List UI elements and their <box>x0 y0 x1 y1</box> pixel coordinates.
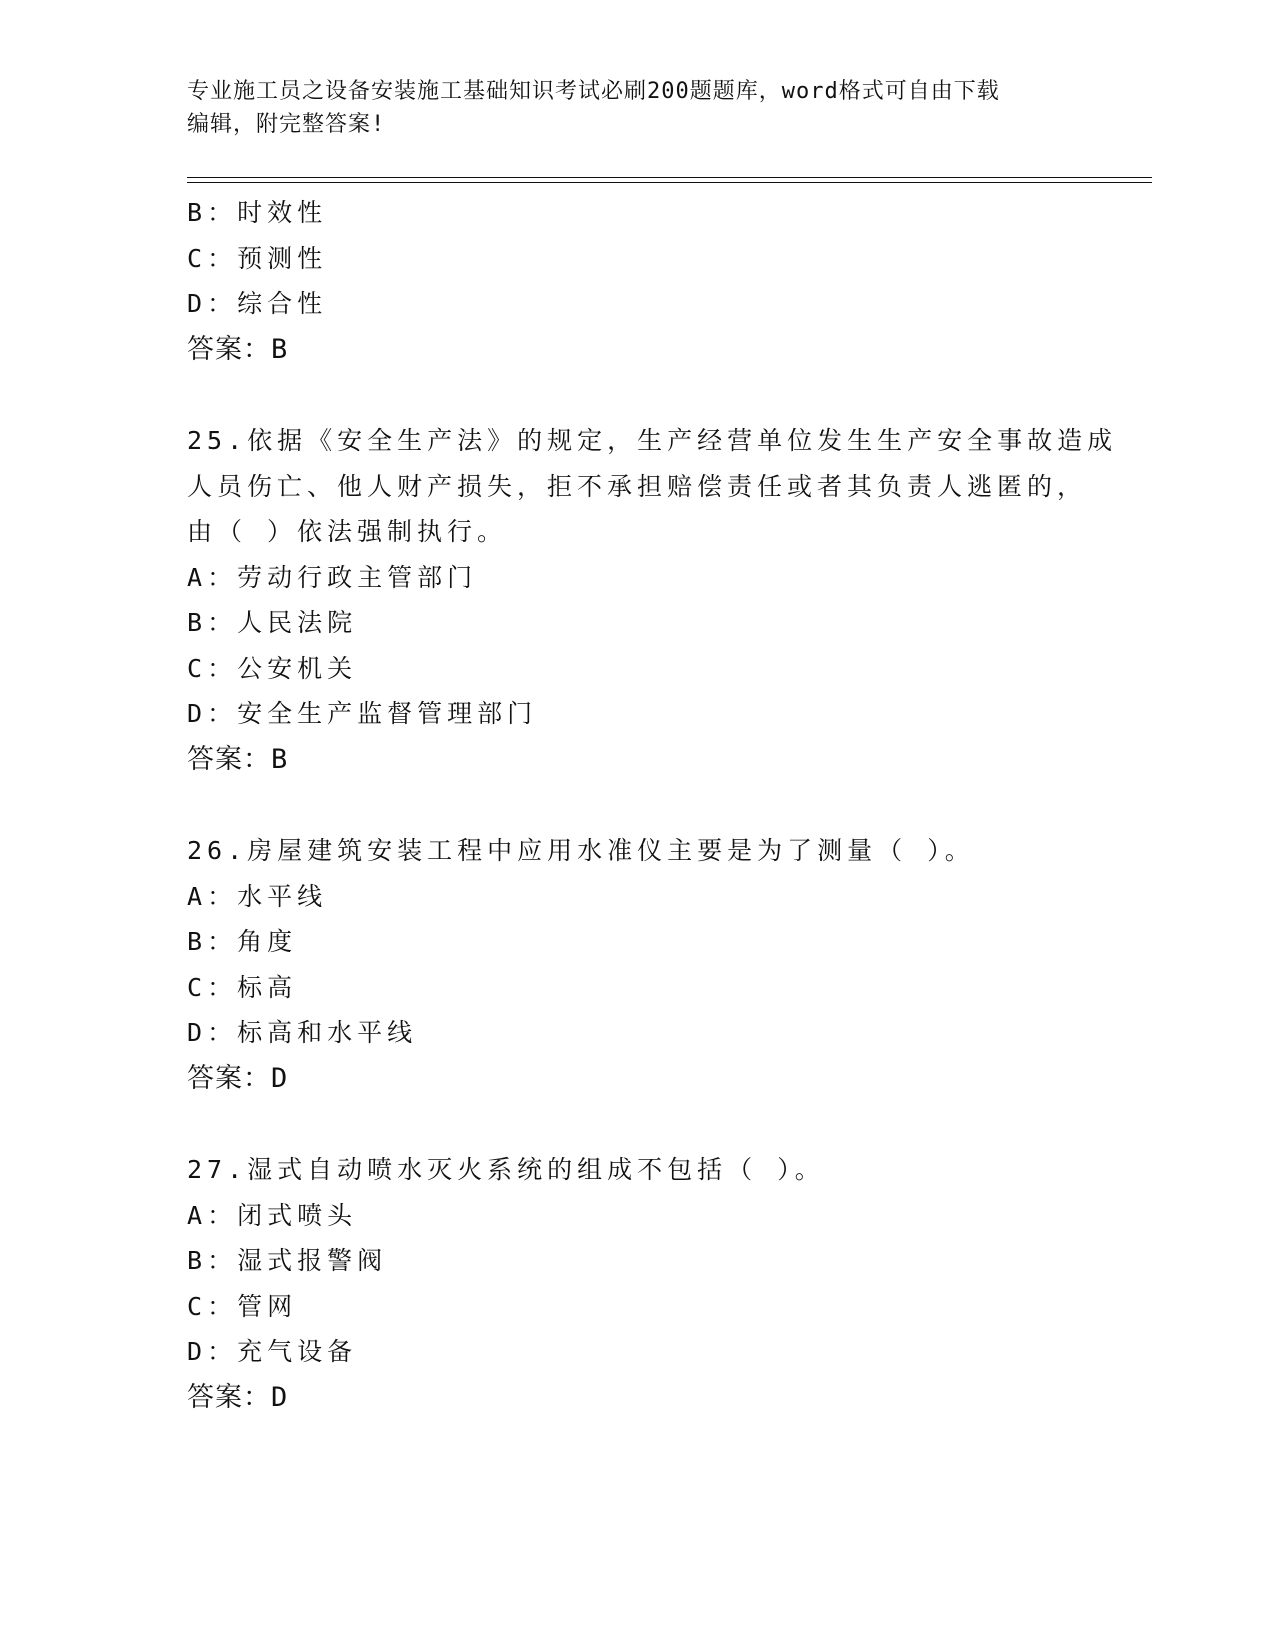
header-divider-bottom <box>187 182 1152 183</box>
option-b: B：角度 <box>187 927 298 956</box>
option-letter: A <box>187 1200 208 1230</box>
option-a: A：劳动行政主管部门 <box>187 562 478 592</box>
question-26 <box>187 828 1087 1101</box>
answer-line: 答案：D <box>187 1381 289 1413</box>
option-text: 综合性 <box>237 289 328 318</box>
option-text: 人民法院 <box>237 608 358 637</box>
question-25 <box>187 418 1118 782</box>
option-b: B：人民法院 <box>187 608 358 637</box>
spacer <box>187 1101 1087 1147</box>
option-letter: C <box>187 972 208 1002</box>
header-line-2: 编辑，附完整答案! <box>187 112 386 137</box>
header-divider-top <box>187 177 1152 178</box>
option-c: C：公安机关 <box>187 653 358 683</box>
option-b: B：湿式报警阀 <box>187 1246 388 1275</box>
option-a: A：水平线 <box>187 881 328 911</box>
option-b: B：时效性 <box>187 198 328 227</box>
question-stem-line: 27.湿式自动喷水灭火系统的组成不包括（ ）。 <box>187 1155 825 1184</box>
option-text: 公安机关 <box>237 653 358 683</box>
option-text: 劳动行政主管部门 <box>237 562 478 592</box>
document-header <box>187 75 1087 141</box>
option-letter: D <box>187 1018 208 1047</box>
question-stem-line: 由（ ）依法强制执行。 <box>187 517 508 546</box>
option-text: 充气设备 <box>237 1337 358 1366</box>
option-letter: B <box>187 608 208 637</box>
option-text: 湿式报警阀 <box>237 1246 388 1275</box>
spacer <box>187 372 1087 418</box>
answer-line: 答案：B <box>187 743 289 775</box>
option-text: 安全生产监督管理部门 <box>237 699 538 728</box>
option-letter: C <box>187 653 208 683</box>
option-text: 标高 <box>237 972 298 1002</box>
option-letter: D <box>187 1337 208 1366</box>
option-c: C：预测性 <box>187 243 328 273</box>
option-d: D：综合性 <box>187 289 328 318</box>
option-letter: D <box>187 699 208 728</box>
answer-line: 答案：D <box>187 1062 289 1094</box>
question-list <box>187 190 1118 1420</box>
option-d: D：充气设备 <box>187 1337 358 1366</box>
option-text: 管网 <box>237 1291 298 1321</box>
option-text: 时效性 <box>237 198 328 227</box>
carryover-block <box>187 190 1087 372</box>
option-letter: A <box>187 881 208 911</box>
option-c: C：标高 <box>187 972 298 1002</box>
option-a: A：闭式喷头 <box>187 1200 358 1230</box>
option-text: 标高和水平线 <box>237 1018 418 1047</box>
option-c: C：管网 <box>187 1291 298 1321</box>
question-stem-line: 人员伤亡、他人财产损失，拒不承担赔偿责任或者其负责人逃匿的， <box>187 471 1088 501</box>
option-letter: B <box>187 1246 208 1275</box>
option-text: 角度 <box>237 927 298 956</box>
option-text: 闭式喷头 <box>237 1200 358 1230</box>
option-letter: D <box>187 289 208 318</box>
option-letter: B <box>187 927 208 956</box>
option-text: 预测性 <box>237 243 328 273</box>
option-d: D：标高和水平线 <box>187 1018 418 1047</box>
option-letter: C <box>187 243 208 273</box>
question-stem-line: 26.房屋建筑安装工程中应用水准仪主要是为了测量（ ）。 <box>187 836 975 865</box>
question-27 <box>187 1147 1087 1420</box>
question-stem-line: 25.依据《安全生产法》的规定，生产经营单位发生生产安全事故造成 <box>187 426 1118 455</box>
spacer <box>187 782 1087 828</box>
option-d: D：安全生产监督管理部门 <box>187 699 538 728</box>
option-letter: B <box>187 198 208 227</box>
option-text: 水平线 <box>237 881 328 911</box>
header-line-1: 专业施工员之设备安装施工基础知识考试必刷200题题库，word格式可自由下载 <box>187 79 1000 104</box>
option-letter: C <box>187 1291 208 1321</box>
option-letter: A <box>187 562 208 592</box>
answer-line: 答案：B <box>187 333 289 365</box>
